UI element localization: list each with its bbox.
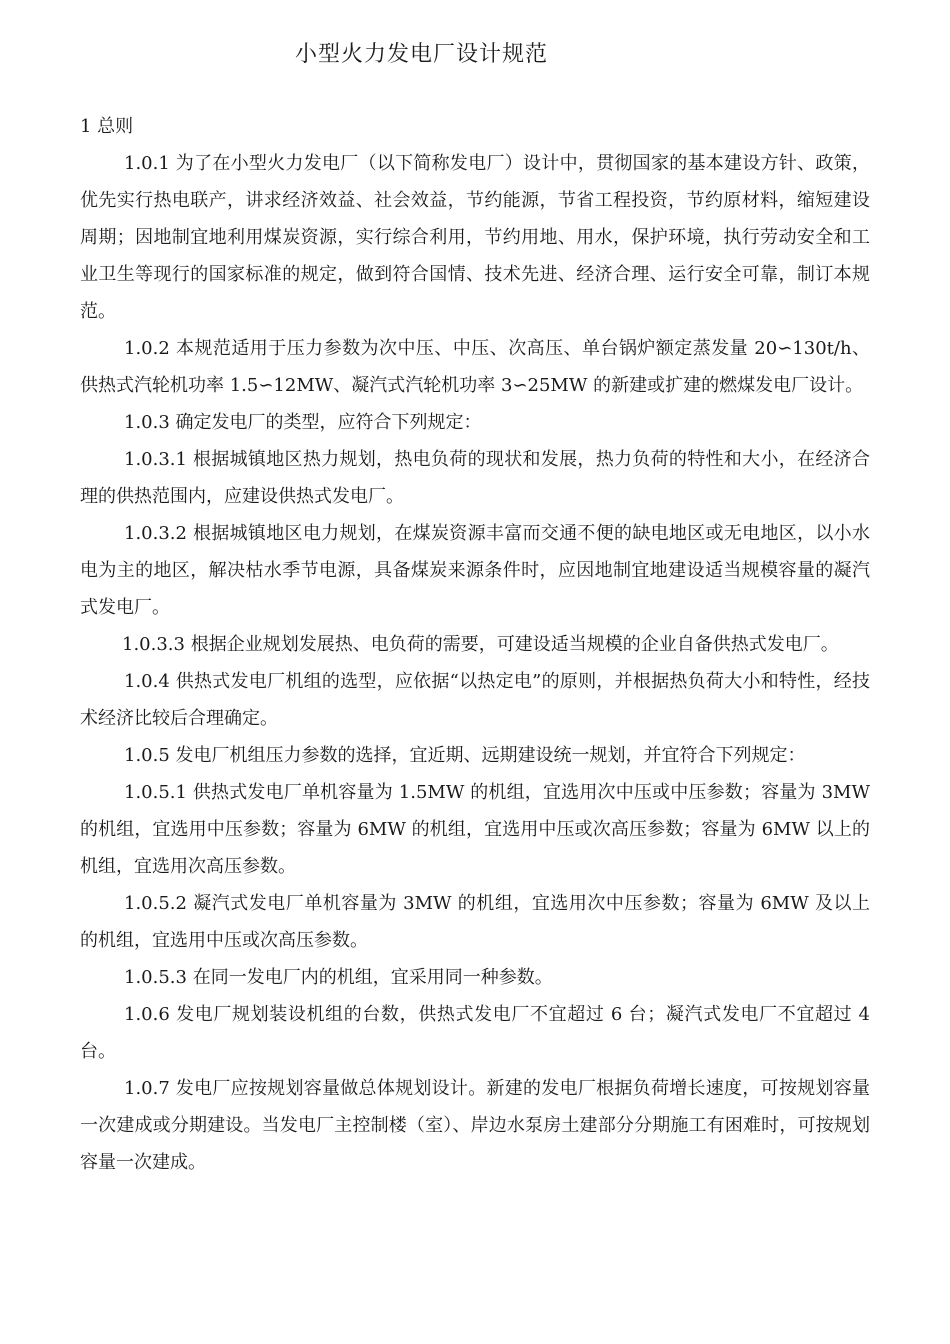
- clause-1-0-4: 1.0.4 供热式发电厂机组的选型，应依据“以热定电”的原则，并根据热负荷大小和特性，经技术经济比较后合理确定。: [80, 671, 870, 729]
- clause-1-0-3: 1.0.3 确定发电厂的类型，应符合下列规定：: [124, 412, 482, 433]
- document-body: [80, 108, 870, 1181]
- clause-1-0-1: 1.0.1 为了在小型火力发电厂（以下简称发电厂）设计中，贯彻国家的基本建设方针、政策，优先实行热电联产，讲求经济效益、社会效益，节约能源，节省工程投资，节约原材料，缩短建设周期；因地制宜地利用煤炭资源，实行综合利用，节约用地、用水，保护环境，执行劳动安全和工业卫生等现行的国家标准的规定，做到符合国情、技术先进、经济合理、运行安全可靠，制订本规范。: [80, 153, 870, 322]
- clause-1-0-5-3: 1.0.5.3 在同一发电厂内的机组，宜采用同一种参数。: [124, 967, 553, 988]
- clause-1-0-2: 1.0.2 本规范适用于压力参数为次中压、中压、次高压、单台锅炉额定蒸发量 20∽130t/h、供热式汽轮机功率 1.5∽12MW、凝汽式汽轮机功率 3∽25MW 的新建或扩建的燃煤发电厂设计。: [80, 338, 870, 396]
- clause-1-0-3-3: 1.0.3.3 根据企业规划发展热、电负荷的需要，可建设适当规模的企业自备供热式发电厂。: [122, 634, 839, 655]
- clause-1-0-6: 1.0.6 发电厂规划装设机组的台数，供热式发电厂不宜超过 6 台；凝汽式发电厂不宜超过 4 台。: [80, 1004, 870, 1062]
- section-heading: 1 总则: [80, 116, 134, 137]
- clause-1-0-3-1: 1.0.3.1 根据城镇地区热力规划，热电负荷的现状和发展，热力负荷的特性和大小，在经济合理的供热范围内，应建设供热式发电厂。: [80, 449, 870, 507]
- clause-1-0-5: 1.0.5 发电厂机组压力参数的选择，宜近期、远期建设统一规划，并宜符合下列规定：: [124, 745, 806, 766]
- document-title: 小型火力发电厂设计规范: [294, 42, 548, 67]
- clause-1-0-3-2: 1.0.3.2 根据城镇地区电力规划，在煤炭资源丰富而交通不便的缺电地区或无电地区，以小水电为主的地区，解决枯水季节电源，具备煤炭来源条件时，应因地制宜地建设适当规模容量的凝汽式发电厂。: [80, 523, 870, 618]
- clause-1-0-7: 1.0.7 发电厂应按规划容量做总体规划设计。新建的发电厂根据负荷增长速度，可按规划容量一次建成或分期建设。当发电厂主控制楼（室）、岸边水泵房土建部分分期施工有困难时，可按规划容量一次建成。: [80, 1078, 870, 1173]
- clause-1-0-5-2: 1.0.5.2 凝汽式发电厂单机容量为 3MW 的机组，宜选用次中压参数；容量为 6MW 及以上的机组，宜选用中压或次高压参数。: [80, 893, 870, 951]
- clause-1-0-5-1: 1.0.5.1 供热式发电厂单机容量为 1.5MW 的机组，宜选用次中压或中压参数；容量为 3MW 的机组，宜选用中压参数；容量为 6MW 的机组，宜选用中压或次高压参数；容量为 6MW 以上的机组，宜选用次高压参数。: [80, 782, 870, 877]
